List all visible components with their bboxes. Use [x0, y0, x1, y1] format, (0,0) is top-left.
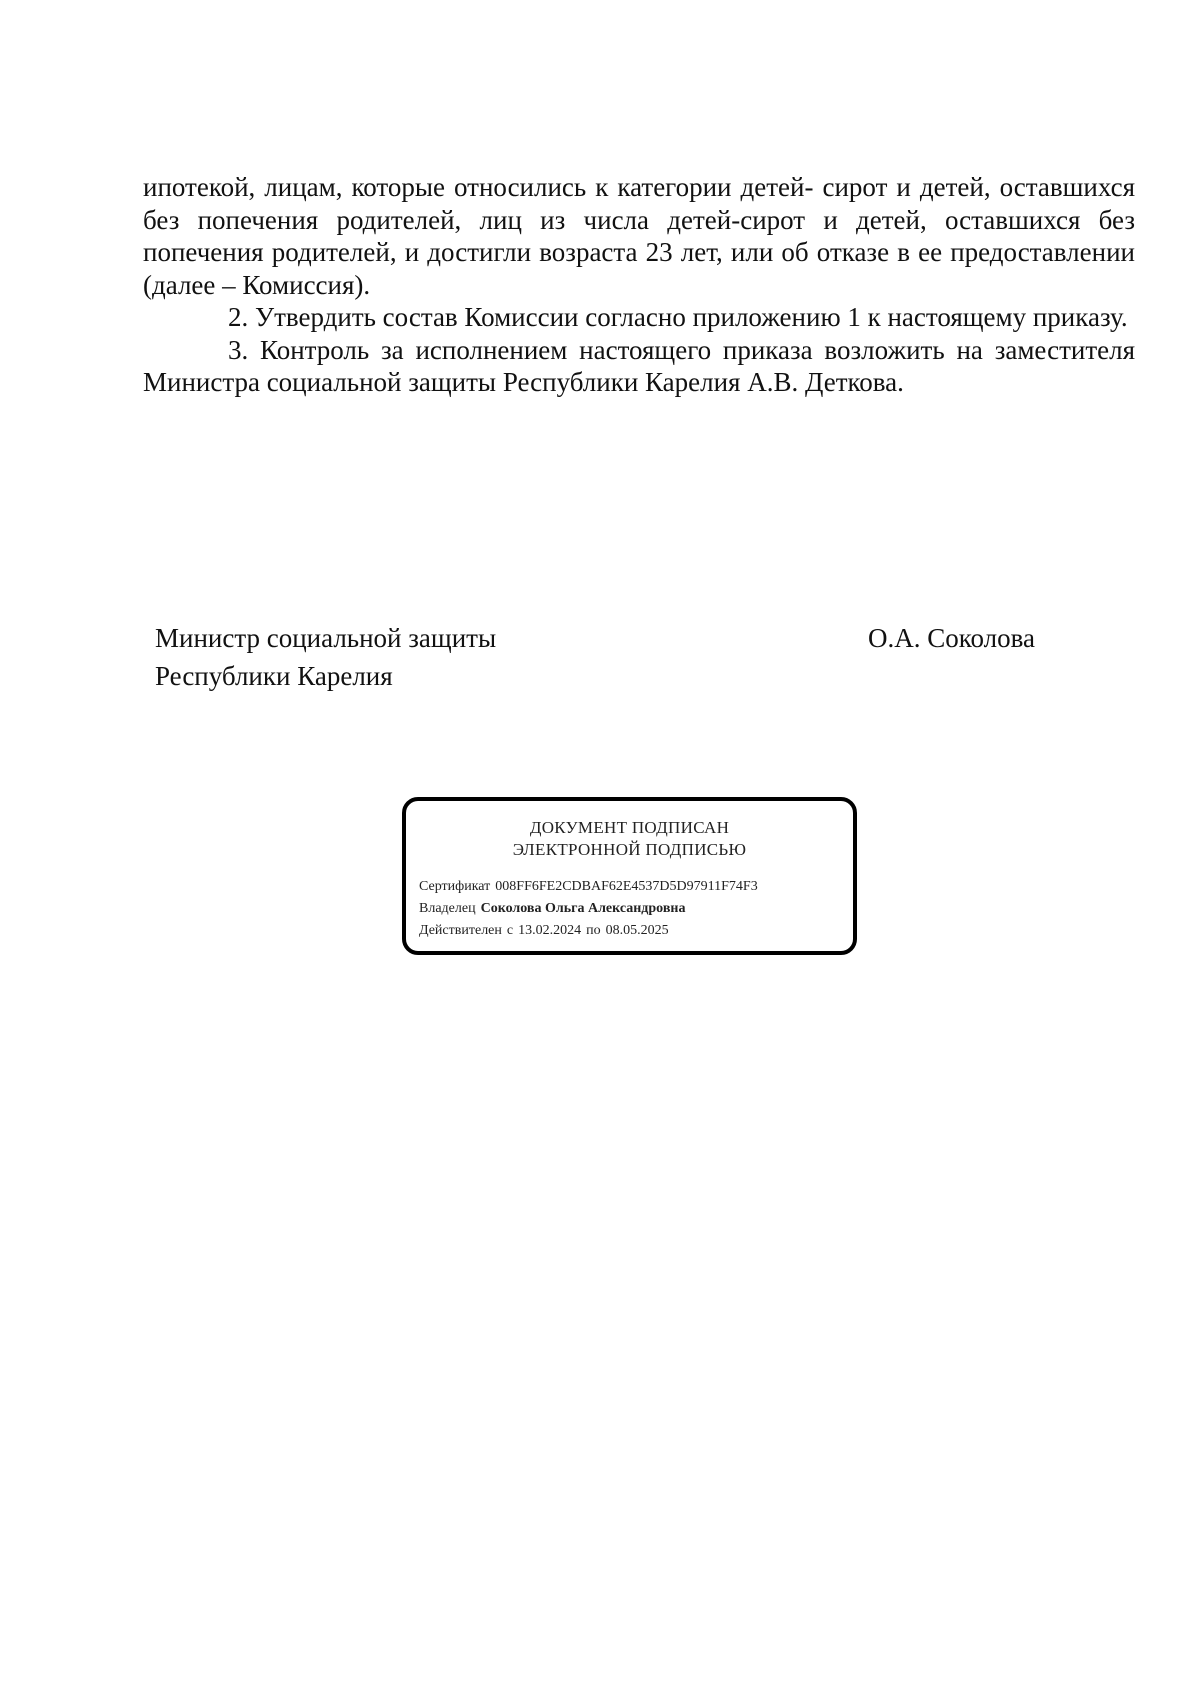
paragraph-item-2: 2. Утвердить состав Комиссии согласно приложению 1 к настоящему приказу.	[228, 302, 1128, 332]
certificate-value: 008FF6FE2CDBAF62E4537D5D97911F74F3	[495, 879, 758, 894]
valid-from-date: 13.02.2024	[518, 923, 582, 938]
signature-block	[155, 619, 1035, 695]
valid-from-label: с	[506, 923, 514, 938]
certificate-label: Сертификат	[419, 879, 491, 894]
valid-to-label: по	[586, 923, 601, 938]
valid-to-date: 08.05.2025	[605, 923, 669, 938]
owner-label: Владелец	[419, 901, 476, 916]
signatory-title-line-2: Республики Карелия	[155, 661, 393, 691]
owner-value: Соколова Ольга Александровна	[480, 901, 686, 916]
signatory-name: О.А. Соколова	[868, 623, 1035, 653]
stamp-validity-row	[419, 923, 669, 939]
stamp-certificate-row	[419, 879, 758, 895]
paragraph-item-3: 3. Контроль за исполнением настоящего приказа возложить на заместителя Министра социальной защиты Республики Карелия А.В. Деткова.	[143, 334, 1135, 397]
document-body	[143, 171, 1135, 399]
stamp-heading-line-1: ДОКУМЕНТ ПОДПИСАН	[529, 818, 730, 837]
valid-label: Действителен	[419, 923, 502, 938]
stamp-heading-line-2: ЭЛЕКТРОННОЙ ПОДПИСЬЮ	[512, 840, 747, 859]
electronic-signature-stamp	[402, 797, 857, 955]
stamp-owner-row	[419, 901, 685, 917]
signatory-title-line-1: Министр социальной защиты	[155, 623, 497, 653]
paragraph-continuation: ипотекой, лицам, которые относились к категории детей- сирот и детей, оставшихся без попечения родителей, лиц из числа детей-сирот и детей, оставшихся без попечения родителей, и достигли возраста 23 лет, или об отказе в ее предоставлении (далее – Комиссия).	[143, 172, 1135, 300]
